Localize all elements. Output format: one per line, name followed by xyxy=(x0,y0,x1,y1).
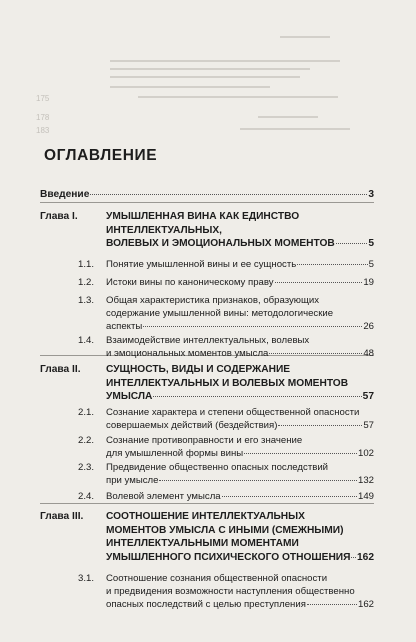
toc-entry-number: 1.3. xyxy=(78,295,95,306)
toc-page-number: 162 xyxy=(357,551,374,563)
dot-leader xyxy=(297,264,367,265)
toc-page-number: 57 xyxy=(363,420,374,431)
toc-entry-title-line: Волевой элемент умысла xyxy=(106,491,221,502)
toc-entry-title-line: для умышленной формы вины xyxy=(106,448,244,459)
toc-entry-title-line: ИНТЕЛЛЕКТУАЛЬНЫХ, xyxy=(106,224,222,236)
dot-leader xyxy=(244,453,357,454)
toc-entry-number: 3.1. xyxy=(78,573,95,584)
toc-entry-number: 1.4. xyxy=(78,335,95,346)
toc-entry-title-line: и предвидения возможности наступления общественно xyxy=(106,586,355,597)
toc-entry-title-line: УМЫШЛЕННОГО ПСИХИЧЕСКОГО ОТНОШЕНИЯ xyxy=(106,551,351,563)
toc-page-number: 26 xyxy=(363,321,374,332)
toc-entry-title-line: МОМЕНТОВ УМЫСЛА С ИНЫМИ (СМЕЖНЫМИ) xyxy=(106,524,344,536)
toc-entry-title-line: СУЩНОСТЬ, ВИДЫ И СОДЕРЖАНИЕ xyxy=(106,364,291,375)
toc-page-number: 57 xyxy=(362,391,374,402)
toc-entry-title-line: и эмоциональных моментов умысла xyxy=(106,348,269,359)
toc-entry-number: Глава III. xyxy=(40,511,84,522)
toc-entry-title-line: опасных последствий с целью преступления xyxy=(106,599,306,610)
dot-leader xyxy=(143,326,362,327)
toc-page-number: 102 xyxy=(357,448,374,459)
toc-entry-number: 1.2. xyxy=(78,277,95,288)
toc-page-number: 5 xyxy=(368,238,374,249)
bleed-through-previous-page xyxy=(18,0,396,140)
toc-entry-title-line: Соотношение сознания общественной опасности xyxy=(106,573,328,584)
dot-leader xyxy=(351,557,356,558)
toc-entry-title-line: Введение xyxy=(40,189,90,200)
toc-page-number: 3 xyxy=(368,189,374,200)
ghost-page-number: 183 xyxy=(36,126,50,135)
dot-leader xyxy=(278,425,362,426)
toc-entry-title-line: Сознание противоправности и его значение xyxy=(106,435,303,446)
toc-entry-number: 2.3. xyxy=(78,462,95,473)
toc-page-number: 5 xyxy=(368,259,374,270)
toc-page-number: 149 xyxy=(357,491,374,502)
toc-entry-title-line: совершаемых действий (бездействия) xyxy=(106,420,278,431)
dot-leader xyxy=(336,243,368,244)
toc-entry-number: 1.1. xyxy=(78,259,95,270)
toc-entry-title-line: ИНТЕЛЛЕКТУАЛЬНЫХ И ВОЛЕВЫХ МОМЕНТОВ xyxy=(106,377,349,389)
toc-entry-title-line: содержание умышленной вины: методологические xyxy=(106,308,334,319)
toc-page-number: 19 xyxy=(363,277,374,288)
toc-page-number: 132 xyxy=(357,475,374,486)
toc-entry-number: Глава II. xyxy=(40,364,81,375)
toc-entry-number: 2.1. xyxy=(78,407,95,418)
section-divider xyxy=(40,202,374,203)
toc-entry-title-line: Общая характеристика признаков, образующих xyxy=(106,295,320,306)
toc-entry-title-line: ИНТЕЛЛЕКТУАЛЬНЫМИ МОМЕНТАМИ xyxy=(106,538,299,549)
toc-entry-number: 2.2. xyxy=(78,435,95,446)
toc-entry-number: Глава I. xyxy=(40,211,78,222)
toc-entry-title-line: УМЫСЛА xyxy=(106,391,153,402)
toc-entry-title-line: Сознание характера и степени общественной опасности xyxy=(106,407,360,418)
toc-entry-number: 2.4. xyxy=(78,491,95,502)
ghost-page-number: 178 xyxy=(36,113,50,122)
toc-entry-title-line: Истоки вины по каноническому праву xyxy=(106,277,274,288)
dot-leader xyxy=(275,282,363,283)
toc-entry-title-line: Предвидение общественно опасных последствий xyxy=(106,462,329,473)
toc-entry-title-line: Взаимодействие интеллектуальных, волевых xyxy=(106,335,310,346)
dot-leader xyxy=(269,353,362,354)
dot-leader xyxy=(222,496,357,497)
dot-leader xyxy=(153,396,361,397)
dot-leader xyxy=(159,480,357,481)
page-title: ОГЛАВЛЕНИЕ xyxy=(44,147,158,164)
dot-leader xyxy=(307,604,357,605)
toc-page-number: 162 xyxy=(357,599,374,610)
toc-page-number: 48 xyxy=(363,348,374,359)
ghost-page-number: 175 xyxy=(36,94,50,103)
toc-entry-title-line: аспекты xyxy=(106,321,143,332)
section-divider xyxy=(40,503,374,504)
dot-leader xyxy=(90,194,367,195)
toc-entry-title-line: СООТНОШЕНИЕ ИНТЕЛЛЕКТУАЛЬНЫХ xyxy=(106,511,305,522)
toc-entry-title-line: Понятие умышленной вины и ее сущность xyxy=(106,259,297,270)
toc-entry-title-line: ВОЛЕВЫХ И ЭМОЦИОНАЛЬНЫХ МОМЕНТОВ xyxy=(106,238,335,249)
toc-entry-title-line: при умысле xyxy=(106,475,159,486)
toc-entry-title-line: УМЫШЛЕННАЯ ВИНА КАК ЕДИНСТВО xyxy=(106,211,300,222)
